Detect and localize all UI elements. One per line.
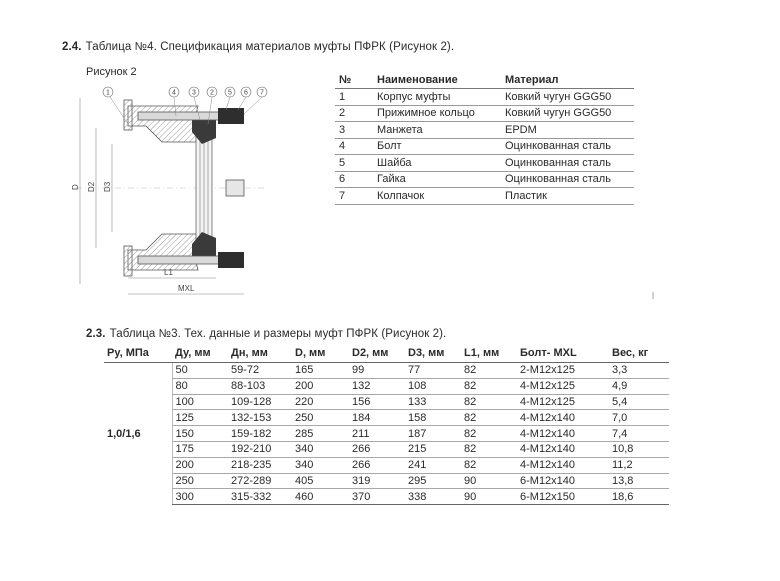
specs-cell: 187 xyxy=(405,426,461,442)
specs-cell: 2-M12x125 xyxy=(517,363,609,379)
specs-cell: 200 xyxy=(292,378,349,394)
specs-cell: 4,9 xyxy=(609,378,669,394)
dim-label-d: D xyxy=(71,184,80,190)
materials-cell: EPDM xyxy=(501,122,634,139)
specs-cell: 266 xyxy=(349,441,405,457)
specs-cell: 165 xyxy=(292,363,349,379)
materials-row xyxy=(335,155,634,172)
specs-header-weight: Вес, кг xyxy=(609,345,669,363)
specs-cell: 215 xyxy=(405,441,461,457)
section-2-4-title: Таблица №4. Спецификация материалов муфты ПФРК (Рисунок 2). xyxy=(85,41,455,53)
materials-header-name: Наименование xyxy=(373,73,501,89)
callout-6: 6 xyxy=(244,89,248,97)
specs-cell: 4-M12x140 xyxy=(517,441,609,457)
materials-row xyxy=(335,171,634,188)
specs-cell: 109-128 xyxy=(228,394,292,410)
specs-row xyxy=(104,410,669,426)
specs-cell: 370 xyxy=(349,489,405,505)
specs-cell: 59-72 xyxy=(228,363,292,379)
materials-cell: Оцинкованная сталь xyxy=(501,171,634,188)
materials-cell: 2 xyxy=(335,105,373,122)
specs-cell: 4-M12x140 xyxy=(517,410,609,426)
materials-row xyxy=(335,122,634,139)
specs-cell: 82 xyxy=(461,394,517,410)
materials-cell: Корпус муфты xyxy=(373,89,501,106)
specs-cell: 340 xyxy=(292,441,349,457)
materials-cell: Ковкий чугун GGG50 xyxy=(501,89,634,106)
specs-cell: 18,6 xyxy=(609,489,669,505)
specs-row xyxy=(104,473,669,489)
cap-center xyxy=(226,180,244,196)
specs-cell: 82 xyxy=(461,426,517,442)
materials-cell: Ковкий чугун GGG50 xyxy=(501,105,634,122)
specs-cell: 295 xyxy=(405,473,461,489)
materials-cell: Оцинкованная сталь xyxy=(501,155,634,172)
specs-cell: 7,4 xyxy=(609,426,669,442)
specs-header-dn: Дн, мм xyxy=(228,345,292,363)
specs-cell: 13,8 xyxy=(609,473,669,489)
nut-upper xyxy=(218,108,244,124)
materials-cell: Прижимное кольцо xyxy=(373,105,501,122)
specs-cell: 184 xyxy=(349,410,405,426)
specs-cell: 4-M12x125 xyxy=(517,394,609,410)
specs-row xyxy=(104,394,669,410)
specs-pressure-cell: 1,0/1,6 xyxy=(107,427,141,440)
specs-cell: 77 xyxy=(405,363,461,379)
materials-cell: Манжета xyxy=(373,122,501,139)
callout-2: 2 xyxy=(210,89,214,97)
materials-cell: 3 xyxy=(335,122,373,139)
callout-1: 1 xyxy=(106,89,110,97)
specs-cell: 99 xyxy=(349,363,405,379)
dim-label-l1: L1 xyxy=(164,268,173,277)
specs-cell: 7,0 xyxy=(609,410,669,426)
specs-cell: 300 xyxy=(172,489,228,505)
callout-3: 3 xyxy=(192,89,196,97)
specs-row xyxy=(104,426,669,442)
body-lower xyxy=(128,234,198,270)
specs-header-d: D, мм xyxy=(292,345,349,363)
callout-4: 4 xyxy=(172,89,176,97)
materials-cell: Болт xyxy=(373,138,501,155)
specs-cell: 80 xyxy=(172,378,228,394)
coupling-drawing xyxy=(66,84,276,304)
section-2-3-number: 2.3. xyxy=(86,328,106,340)
section-2-4-number: 2.4. xyxy=(62,41,82,53)
specs-cell: 82 xyxy=(461,410,517,426)
specs-cell: 460 xyxy=(292,489,349,505)
specs-cell: 211 xyxy=(349,426,405,442)
specs-cell: 11,2 xyxy=(609,457,669,473)
specs-cell: 88-103 xyxy=(228,378,292,394)
specs-cell: 250 xyxy=(292,410,349,426)
specs-cell: 108 xyxy=(405,378,461,394)
specs-cell: 192-210 xyxy=(228,441,292,457)
specs-cell: 218-235 xyxy=(228,457,292,473)
specs-cell: 315-332 xyxy=(228,489,292,505)
specs-cell: 5,4 xyxy=(609,394,669,410)
specs-cell: 338 xyxy=(405,489,461,505)
materials-table xyxy=(335,73,634,205)
materials-cell: Пластик xyxy=(501,188,634,205)
specs-header-l1: L1, мм xyxy=(461,345,517,363)
materials-row xyxy=(335,138,634,155)
specs-cell: 150 xyxy=(172,426,228,442)
specs-cell: 241 xyxy=(405,457,461,473)
specs-cell: 125 xyxy=(172,410,228,426)
materials-header-row xyxy=(335,73,634,89)
materials-cell: 7 xyxy=(335,188,373,205)
specs-cell: 82 xyxy=(461,378,517,394)
specs-cell: 319 xyxy=(349,473,405,489)
specs-cell: 250 xyxy=(172,473,228,489)
materials-cell: Колпачок xyxy=(373,188,501,205)
nut-lower xyxy=(218,252,244,268)
specs-cell: 90 xyxy=(461,489,517,505)
specs-row xyxy=(104,489,669,505)
materials-cell: Оцинкованная сталь xyxy=(501,138,634,155)
specs-cell: 285 xyxy=(292,426,349,442)
specs-cell: 82 xyxy=(461,363,517,379)
specs-cell: 200 xyxy=(172,457,228,473)
materials-cell: 5 xyxy=(335,155,373,172)
specs-cell: 82 xyxy=(461,457,517,473)
materials-header-no: № xyxy=(335,73,373,89)
specs-cell: 266 xyxy=(349,457,405,473)
figure-caption: Рисунок 2 xyxy=(86,66,137,78)
specs-cell: 3,3 xyxy=(609,363,669,379)
specs-cell: 175 xyxy=(172,441,228,457)
materials-cell: Гайка xyxy=(373,171,501,188)
specs-cell: 405 xyxy=(292,473,349,489)
flange-left-lower xyxy=(124,246,132,276)
dim-label-d3: D3 xyxy=(103,181,112,192)
specs-cell: 132-153 xyxy=(228,410,292,426)
materials-cell: 4 xyxy=(335,138,373,155)
materials-row xyxy=(335,105,634,122)
materials-row xyxy=(335,89,634,106)
specs-cell: 10,8 xyxy=(609,441,669,457)
specs-header-du: Ду, мм xyxy=(172,345,228,363)
specs-cell: 340 xyxy=(292,457,349,473)
materials-cell: 1 xyxy=(335,89,373,106)
materials-cell: Шайба xyxy=(373,155,501,172)
callout-7: 7 xyxy=(260,89,264,97)
specs-header-row xyxy=(104,345,669,363)
specs-row xyxy=(104,378,669,394)
specs-cell: 132 xyxy=(349,378,405,394)
specs-cell: 82 xyxy=(461,441,517,457)
callout-5: 5 xyxy=(228,89,232,97)
specs-header-d2: D2, мм xyxy=(349,345,405,363)
specs-cell: 220 xyxy=(292,394,349,410)
specs-cell: 6-M12x150 xyxy=(517,489,609,505)
section-2-3-title: Таблица №3. Тех. данные и размеры муфт ПФРК (Рисунок 2). xyxy=(109,328,447,340)
specs-cell: 50 xyxy=(172,363,228,379)
body-upper xyxy=(128,106,198,142)
scan-artifact xyxy=(652,292,654,299)
specs-cell: 90 xyxy=(461,473,517,489)
section-2-4-heading xyxy=(62,41,454,53)
specs-cell: 272-289 xyxy=(228,473,292,489)
specs-cell: 159-182 xyxy=(228,426,292,442)
specs-row xyxy=(104,441,669,457)
specs-header-bolt: Болт- MXL xyxy=(517,345,609,363)
dim-label-mxl: MXL xyxy=(178,284,195,293)
specs-cell: 4-M12x140 xyxy=(517,457,609,473)
specs-header-d3: D3, мм xyxy=(405,345,461,363)
specs-cell: 4-M12x125 xyxy=(517,378,609,394)
specs-row xyxy=(104,363,669,379)
flange-left-upper xyxy=(124,100,132,130)
specs-cell: 100 xyxy=(172,394,228,410)
specs-cell: 6-M12x140 xyxy=(517,473,609,489)
materials-row xyxy=(335,188,634,205)
specs-cell: 4-M12x140 xyxy=(517,426,609,442)
specs-cell: 158 xyxy=(405,410,461,426)
specs-cell: 156 xyxy=(349,394,405,410)
specs-cell: 133 xyxy=(405,394,461,410)
dim-label-d2: D2 xyxy=(87,181,96,192)
materials-header-material: Материал xyxy=(501,73,634,89)
section-2-3-heading xyxy=(86,328,446,340)
materials-cell: 6 xyxy=(335,171,373,188)
specs-header-pressure: Ру, МПа xyxy=(104,345,172,363)
specs-row xyxy=(104,457,669,473)
specs-table xyxy=(104,345,669,505)
